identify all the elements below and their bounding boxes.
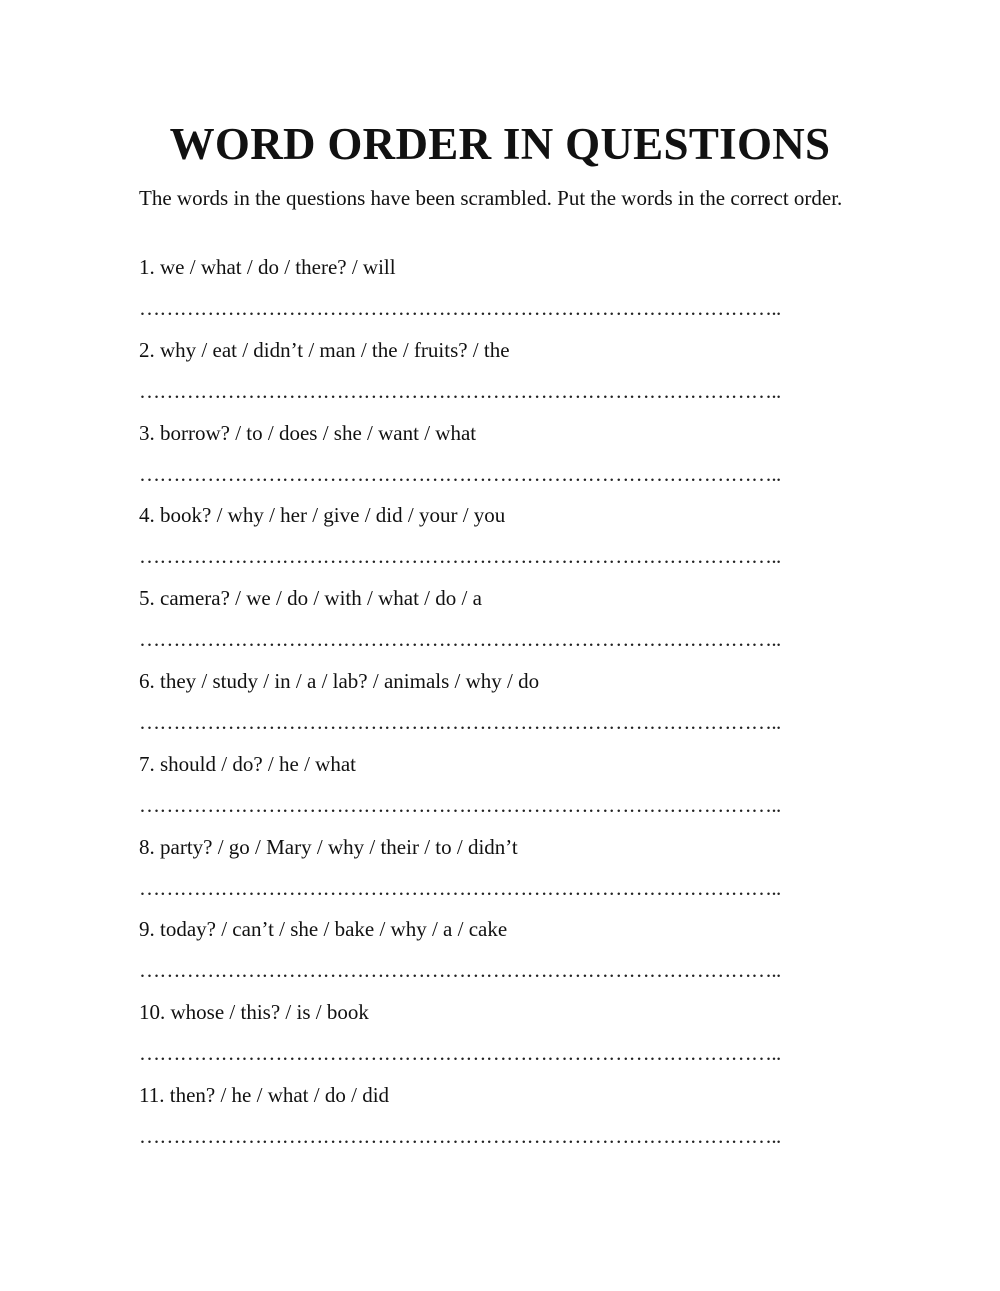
answer-line[interactable]: ………………………………………………………………………………….. (139, 378, 781, 403)
answer-line[interactable]: ………………………………………………………………………………….. (139, 1123, 781, 1148)
question-item-8 (139, 832, 879, 915)
question-prompt (139, 749, 879, 779)
question-item-2 (139, 335, 879, 418)
answer-line[interactable]: ………………………………………………………………………………….. (139, 544, 781, 569)
question-item-1 (139, 252, 879, 335)
worksheet-title: WORD ORDER IN QUESTIONS (169, 119, 831, 169)
answer-line[interactable]: ………………………………………………………………………………….. (139, 875, 781, 900)
question-number: 7. (139, 751, 155, 776)
question-item-6 (139, 666, 879, 749)
question-item-7 (139, 749, 879, 832)
answer-line[interactable]: ………………………………………………………………………………….. (139, 296, 781, 320)
question-item-10 (139, 997, 879, 1080)
question-prompt (139, 832, 879, 862)
question-words: today? / can’t / she / bake / why / a / cake (160, 917, 508, 942)
question-words: book? / why / her / give / did / your / you (160, 503, 506, 528)
question-item-5 (139, 583, 879, 666)
question-item-9 (139, 914, 879, 997)
question-words: borrow? / to / does / she / want / what (160, 420, 477, 445)
question-number: 4. (139, 503, 155, 528)
question-prompt (139, 583, 879, 613)
question-words: whose / this? / is / book (170, 1000, 369, 1025)
answer-line[interactable]: ………………………………………………………………………………….. (139, 627, 781, 652)
question-item-4 (139, 500, 879, 583)
answer-line[interactable]: ………………………………………………………………………………….. (139, 792, 781, 817)
question-prompt (139, 252, 879, 282)
question-item-11 (139, 1080, 879, 1163)
question-number: 10. (139, 1000, 166, 1025)
instructions-text: The words in the questions have been scrambled. Put the words in the correct order. (139, 186, 843, 210)
question-number: 1. (139, 255, 155, 279)
question-prompt (139, 500, 879, 530)
question-number: 3. (139, 420, 155, 445)
question-number: 9. (139, 917, 155, 942)
answer-line[interactable]: ………………………………………………………………………………….. (139, 958, 781, 983)
question-prompt (139, 914, 879, 944)
question-words: we / what / do / there? / will (160, 255, 396, 279)
answer-line[interactable]: ………………………………………………………………………………….. (139, 1041, 781, 1066)
question-prompt (139, 997, 879, 1027)
question-number: 8. (139, 834, 155, 859)
question-item-3 (139, 418, 879, 501)
question-prompt (139, 666, 879, 696)
question-number: 11. (139, 1082, 165, 1107)
question-words: then? / he / what / do / did (169, 1082, 390, 1107)
question-words: they / study / in / a / lab? / animals / why / do (160, 668, 540, 693)
question-list (139, 252, 879, 1163)
question-words: why / eat / didn’t / man / the / fruits? / the (160, 337, 510, 362)
answer-line[interactable]: ………………………………………………………………………………….. (139, 461, 781, 486)
question-words: party? / go / Mary / why / their / to / didn’t (160, 834, 518, 859)
answer-line[interactable]: ………………………………………………………………………………….. (139, 709, 781, 734)
question-prompt (139, 418, 879, 448)
question-number: 6. (139, 668, 155, 693)
question-number: 5. (139, 586, 155, 611)
question-number: 2. (139, 337, 155, 362)
question-words: camera? / we / do / with / what / do / a (160, 586, 482, 611)
question-prompt (139, 1080, 879, 1110)
question-words: should / do? / he / what (160, 751, 356, 776)
question-prompt (139, 335, 879, 365)
